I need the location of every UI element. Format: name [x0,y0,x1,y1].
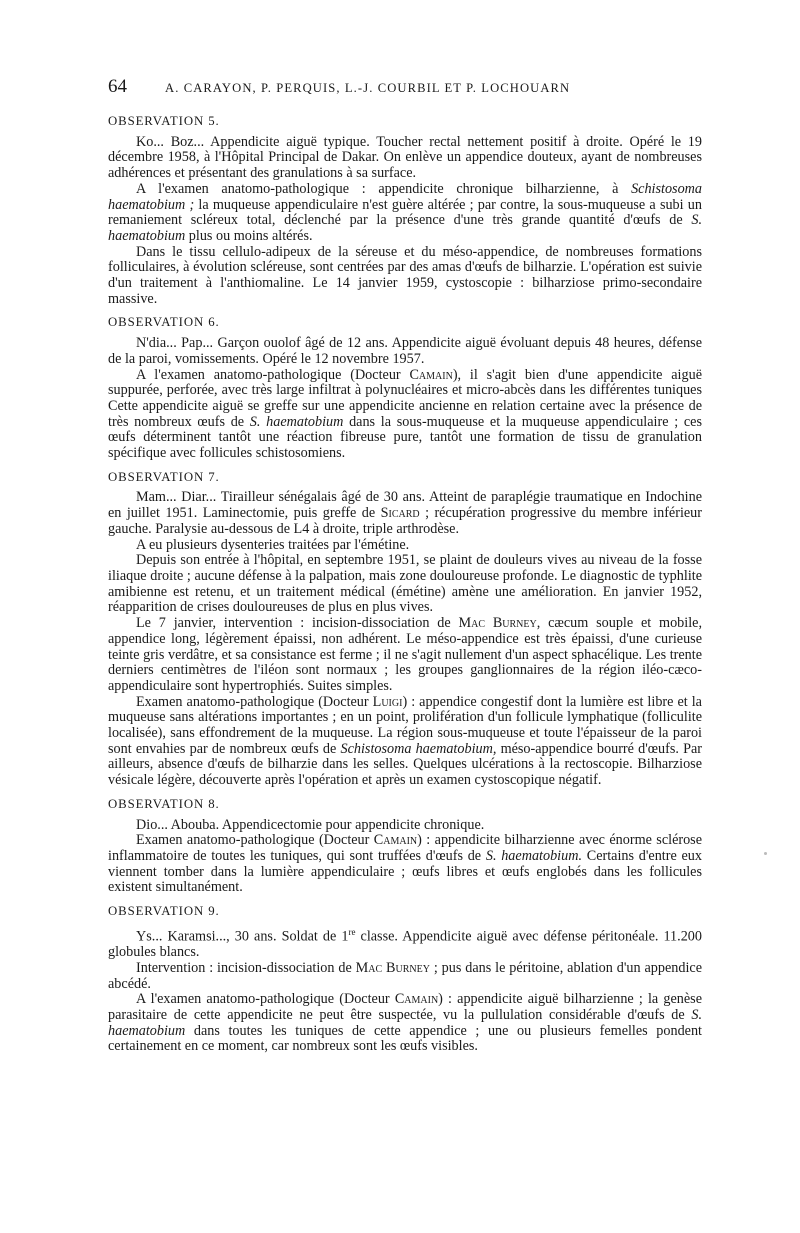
observation-8-title: OBSERVATION 8. [108,796,220,811]
paragraph: Depuis son entrée à l'hôpital, en septembre 1951, se plaint de douleurs vives au niveau de la fosse iliaque droite ; aucune défense à la palpation, mais zone douloureuse profonde. Le diagnostic de typhlite amibienne est retenu, et un traitement médical (émétine) amène une amélioration. En janvier 1952, réapparition de crises douloureuses de plus en plus vives. [108,552,702,616]
paragraph: Ko... Boz... Appendicite aiguë typique. Toucher rectal nettement positif à droite. Opéré le 19 décembre 1958, à l'Hôpital Principal de Dakar. On enlève un appendice douteux, ayant de nombreuses adhérences et présentant des granulations à sa surface. [108,133,702,182]
observation-6-title: OBSERVATION 6. [108,315,220,330]
paragraph: Examen anatomo-pathologique (Docteur Camain) : appendicite bilharzienne avec énorme sclérose inflammatoire de toutes les tuniques, qui sont truffées d'œufs de S. haematobium. Certains d'entre eux viennent tomber dans la lumière appendiculaire ; œufs libres et œufs englobés dans les follicules existent simultanément. [108,832,703,896]
observation-7-title: OBSERVATION 7. [108,469,220,484]
paragraph: A eu plusieurs dysenteries traitées par l'émétine. [136,536,410,553]
observation-5-title: OBSERVATION 5. [108,114,220,128]
paragraph: N'dia... Pap... Garçon ouolof âgé de 12 ans. Appendicite aiguë évoluant depuis 48 heures, défense de la paroi, vomissements. Opéré le 12 novembre 1957. [108,335,702,367]
paragraph: Dio... Abouba. Appendicectomie pour appendicite chronique. [136,816,485,833]
page-header [108,76,704,98]
paragraph: A l'examen anatomo-pathologique : appendicite chronique bilharzienne, à Schistosoma haematobium ; la muqueuse appendiculaire n'est guère altérée ; par contre, la sous-muqueuse a subi un remaniement scléreux total, déclenché par la présence d'une très grande quantité d'œufs de S. haematobium plus ou moins altérés. [108,180,702,244]
paragraph: A l'examen anatomo-pathologique (Docteur Camain), il s'agit bien d'une appendicite aiguë suppurée, perforée, avec très large infiltrat à polynucléaires et micro-abcès dans les différentes tuniques Cette appendicite aiguë se greffe sur une appendicite ancienne en relation certaine avec la présence de très nombreux œufs de S. haematobium dans la sous-muqueuse et la muqueuse appendiculaire ; ces œufs déterminent tantôt une réaction fibreuse pure, tantôt une formation de tissu de granulation spécifique avec follicules schistosomiens. [108,366,702,462]
paragraph: Intervention : incision-dissociation de Mac Burney ; pus dans le péritoine, ablation d'un appendice abcédé. [108,959,702,992]
scan-speck [764,852,767,855]
page-number: 64 [108,76,127,97]
observation-9-title: OBSERVATION 9. [108,904,220,919]
paragraph: Ys... Karamsi..., 30 ans. Soldat de 1re classe. Appendicite aiguë avec défense péritonéale. 11.200 globules blancs. [108,926,702,961]
paragraph: Le 7 janvier, intervention : incision-dissociation de Mac Burney, cæcum souple et mobile, appendice long, légèrement épaissi, non adhérent. Le méso-appendice est très épaissi, d'une curieuse teinte gris verdâtre, et sa consistance est ferme ; il ne s'agit nullement d'un aspect sphacélique. Les trente derniers centimètres de l'iléon sont normaux ; les groupes ganglionnaires de la région iléo-cæco-appendiculaire sont hypertrophiés. Suites simples. [108,615,703,694]
paragraph: Mam... Diar... Tirailleur sénégalais âgé de 30 ans. Atteint de paraplégie traumatique en Indochine en juillet 1951. Laminectomie, puis greffe de Sicard ; récupération progressive du membre inférieur gauche. Paralysie au-dessous de L4 à droite, triple arthrodèse. [108,489,702,537]
article-body [108,114,702,1055]
running-title: A. CARAYON, P. PERQUIS, L.-J. COURBIL ET P. LOCHOUARN [165,81,571,95]
paragraph: Dans le tissu cellulo-adipeux de la séreuse et du méso-appendice, de nombreuses formations folliculaires, à évolution scléreuse, sont centrées par des amas d'œufs de bilharzie. L'opération est suivie d'un traitement à l'anthiomaline. Le 14 janvier 1959, cystoscopie : bilharziose primo-secondaire massive. [108,243,702,307]
paragraph: Examen anatomo-pathologique (Docteur Luigi) : appendice congestif dont la lumière est libre et la muqueuse sans altérations importantes ; en un point, prolifération d'un follicule lymphatique (folliculite localisée), sans effondrement de la muqueuse. La région sous-muqueuse et toute l'épaisseur de la paroi sont envahies par de nombreux œufs de Schistosoma haematobium, méso-appendice bourré d'œufs. Par ailleurs, absence d'œufs de bilharzie dans les selles. Quelques ulcérations à la rectoscopie. Bilharziose vésicale légère, découverte après l'opération et après un examen cystoscopique négatif. [108,693,702,789]
paragraph: A l'examen anatomo-pathologique (Docteur Camain) : appendicite aiguë bilharzienne ; la genèse parasitaire de cette appendicite ne peut être suspectée, vu la pullulation considérable d'œufs de S. haematobium dans toutes les tuniques de cette appendice ; une ou plusieurs femelles pondent certainement en ce moment, car nombreux sont les œufs visibles. [108,991,702,1055]
